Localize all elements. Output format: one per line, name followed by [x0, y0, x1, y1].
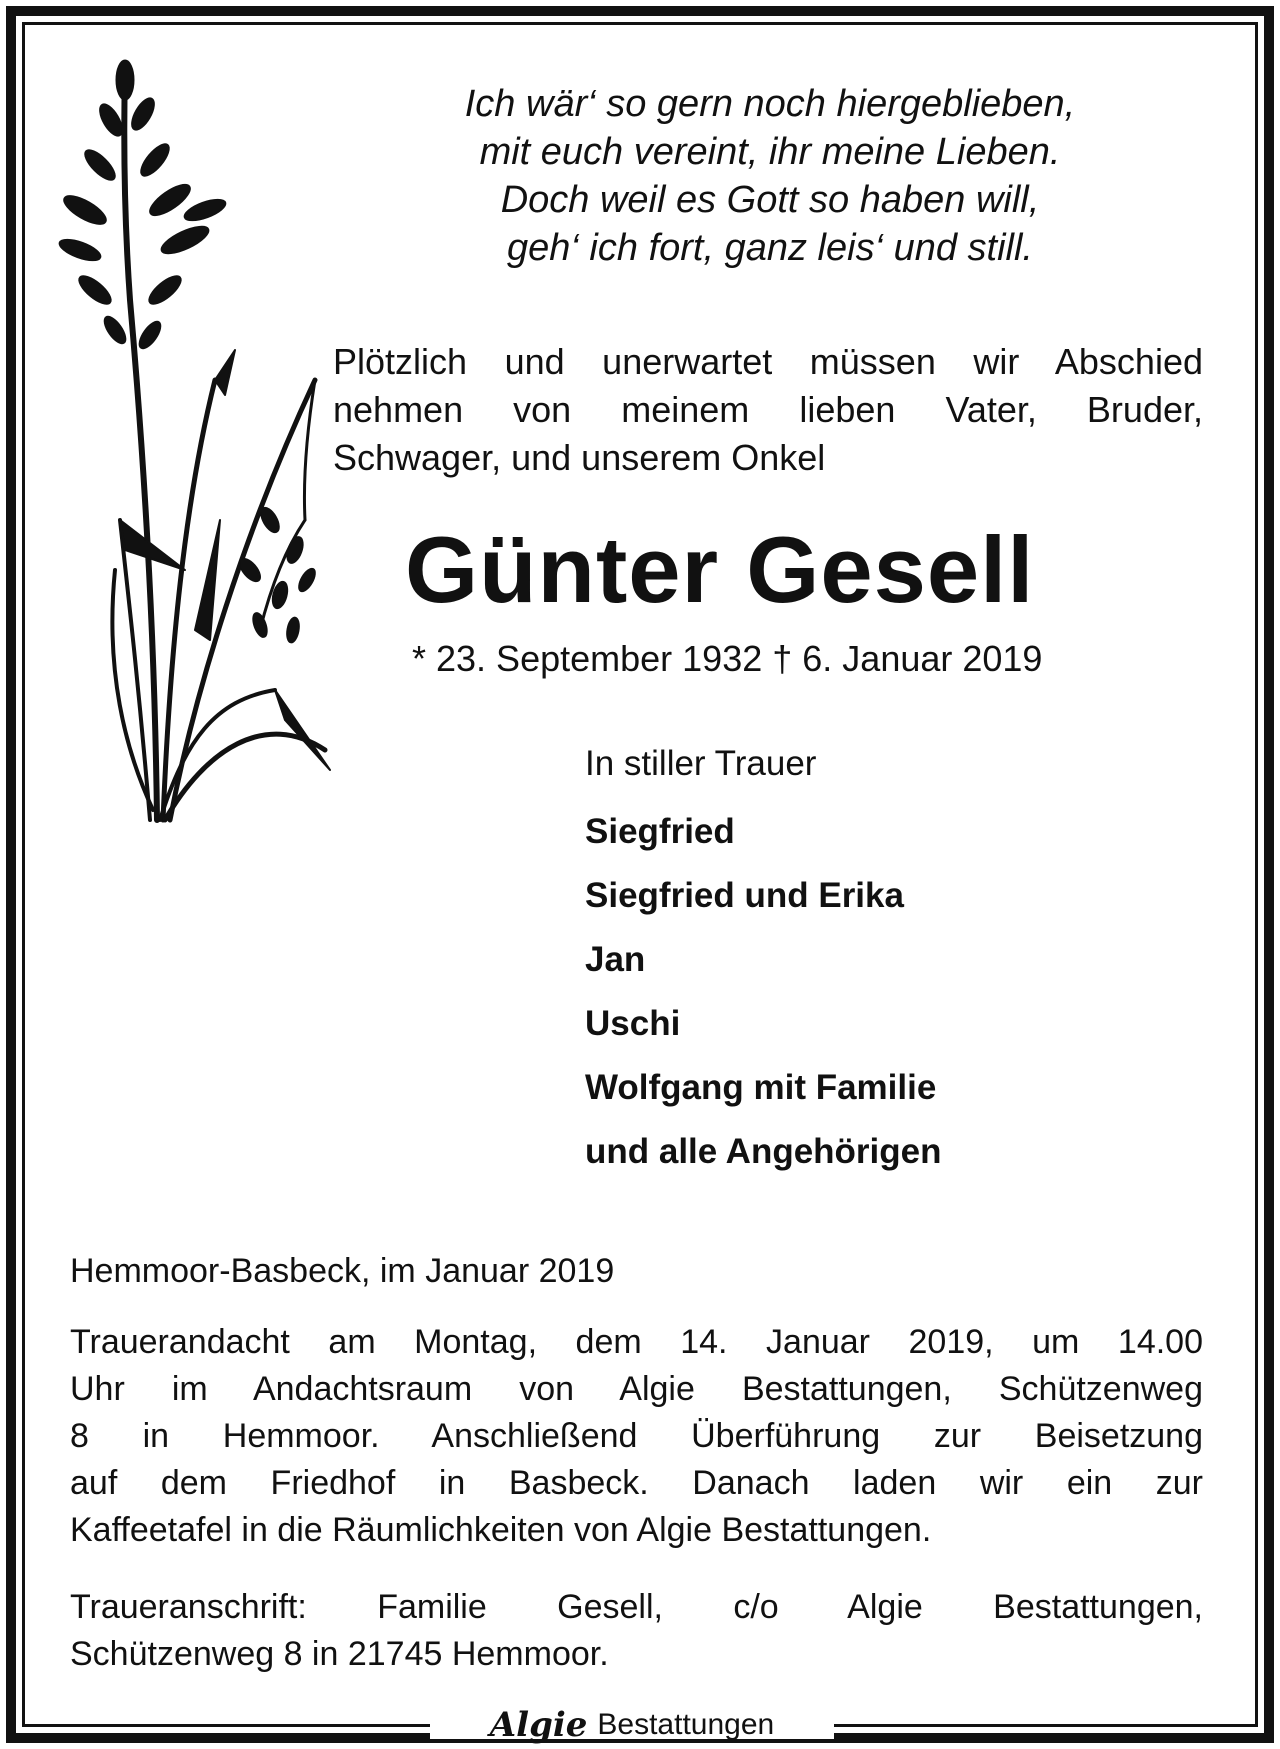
- ceremony-line: Uhr im Andachtsraum von Algie Bestattungen, Schützenweg: [70, 1370, 1203, 1408]
- mourner-name: Wolfgang mit Familie: [585, 1068, 937, 1107]
- grass-silhouette-icon: [45, 50, 335, 870]
- brand-logo: Algie: [489, 1705, 588, 1745]
- intro-line: Schwager, und unserem Onkel: [333, 437, 826, 478]
- address-line: Traueranschrift: Familie Gesell, c/o Algie Bestattungen,: [70, 1588, 1203, 1626]
- intro-line: nehmen von meinem lieben Vater, Bruder,: [333, 389, 1203, 430]
- poem-line: Ich wär‘ so gern noch hiergeblieben,: [464, 83, 1076, 125]
- place-date: Hemmoor-Basbeck, im Januar 2019: [70, 1252, 615, 1290]
- ceremony-line: Kaffeetafel in die Räumlichkeiten von Algie Bestattungen.: [70, 1511, 932, 1549]
- intro-text: [333, 338, 1203, 482]
- mourner-name: Siegfried und Erika: [585, 876, 904, 915]
- intro-line: Plötzlich und unerwartet müssen wir Abschied: [333, 341, 1203, 382]
- poem-line: Doch weil es Gott so haben will,: [500, 179, 1040, 221]
- poem-line: geh‘ ich fort, ganz leis‘ und still.: [507, 227, 1033, 269]
- life-dates: * 23. September 1932 † 6. Januar 2019: [412, 638, 1043, 679]
- footer-brand: [430, 1705, 834, 1745]
- mourners-list: [585, 744, 1205, 1184]
- footer: [0, 1705, 1280, 1745]
- brand-text: Bestattungen: [597, 1708, 775, 1741]
- mourner-name: Siegfried: [585, 812, 735, 851]
- mourner-name: Uschi: [585, 1004, 681, 1043]
- deceased-name: Günter Gesell: [405, 517, 1035, 622]
- poem-line: mit euch vereint, ihr meine Lieben.: [479, 131, 1061, 173]
- mourners-lead: In stiller Trauer: [585, 744, 817, 783]
- mourner-name: und alle Angehörigen: [585, 1132, 942, 1171]
- mourning-address: [70, 1584, 1203, 1678]
- address-line: Schützenweg 8 in 21745 Hemmoor.: [70, 1635, 609, 1673]
- mourner-name: Jan: [585, 940, 646, 979]
- ceremony-line: 8 in Hemmoor. Anschließend Überführung zur Beisetzung: [70, 1417, 1203, 1455]
- ceremony-line: Trauerandacht am Montag, dem 14. Januar 2019, um 14.00: [70, 1323, 1203, 1361]
- ceremony-info: [70, 1319, 1203, 1554]
- poem: [340, 80, 1200, 272]
- ceremony-line: auf dem Friedhof in Basbeck. Danach laden wir ein zur: [70, 1464, 1203, 1502]
